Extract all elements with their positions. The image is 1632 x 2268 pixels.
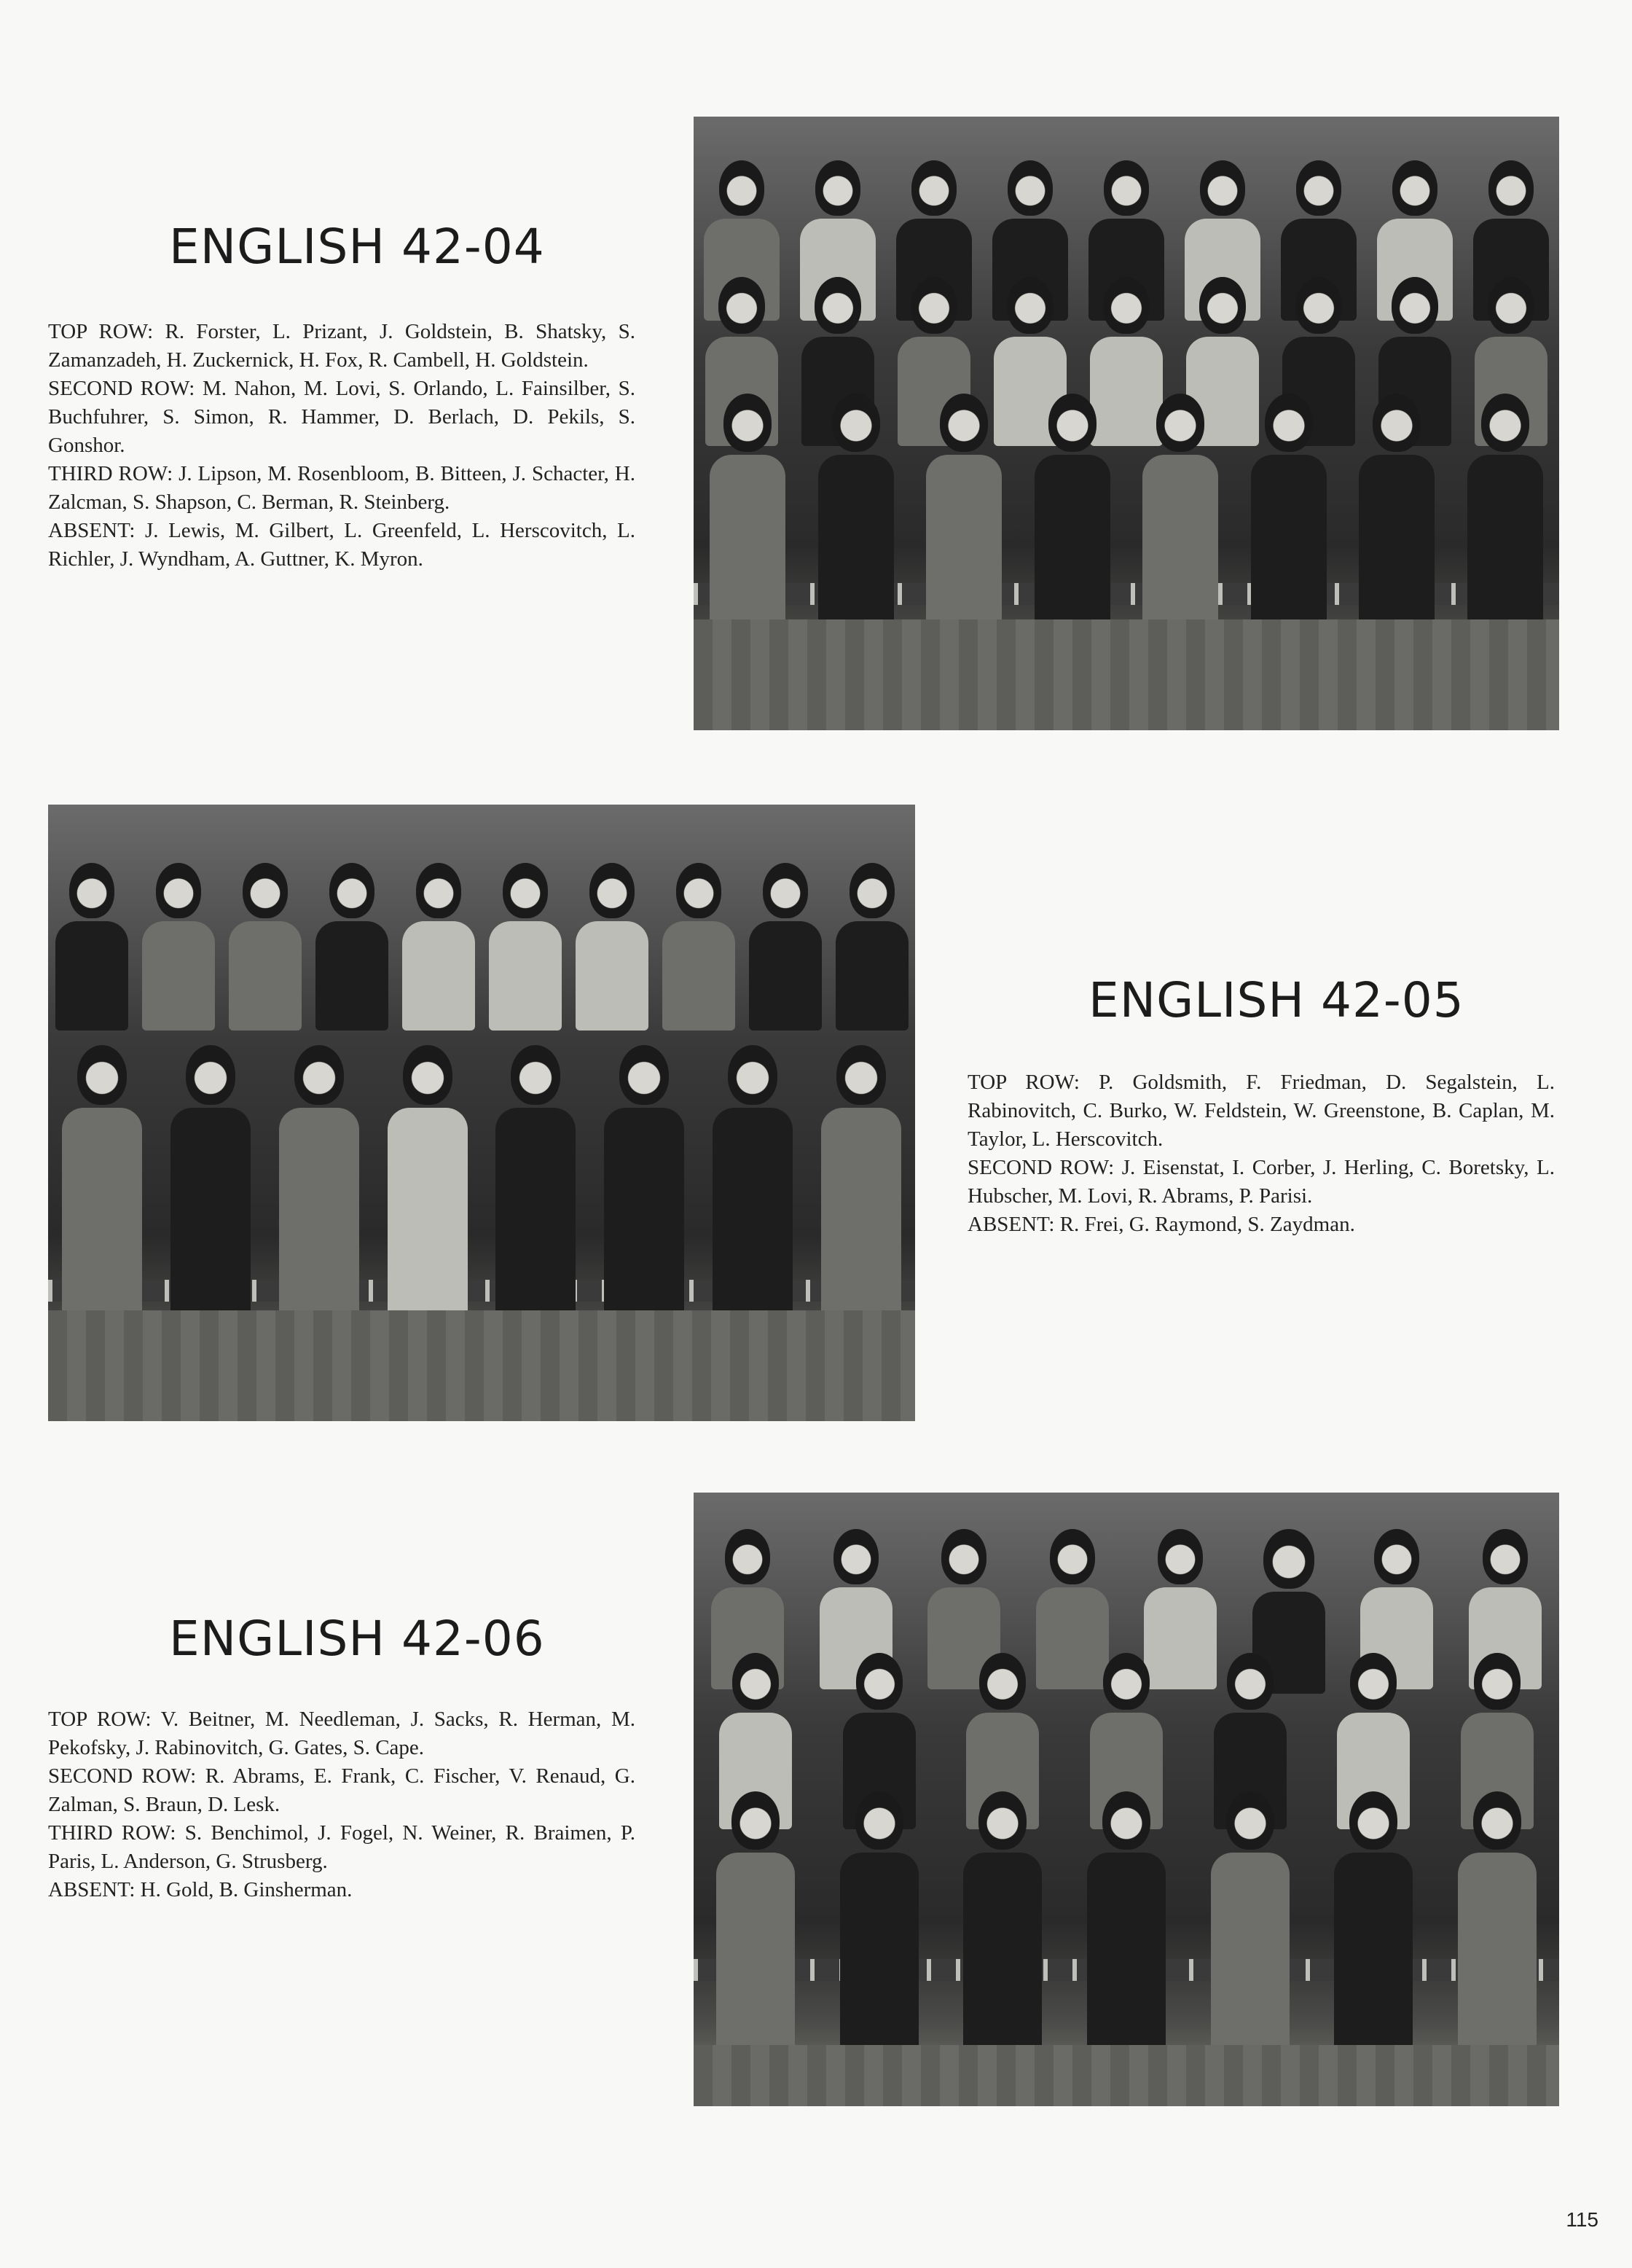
caption-top-row: TOP ROW: R. Forster, L. Prizant, J. Goldstein, B. Shatsky, S. Zamanzadeh, H. Zuckernick, H. Fox, R. Cambell, H. Goldstein. <box>48 320 635 372</box>
class-photo-42-04 <box>694 117 1559 730</box>
class-photo-42-06 <box>694 1493 1559 2106</box>
section-heading-42-04: ENGLISH 42-04 <box>169 219 545 275</box>
page-number: 115 <box>1566 2208 1598 2231</box>
caption-third-row: THIRD ROW: S. Benchimol, J. Fogel, N. Weiner, R. Braimen, P. Paris, L. Anderson, G. Strusberg. <box>48 1821 635 1873</box>
caption-42-04 <box>48 318 635 574</box>
caption-top-row: TOP ROW: P. Goldsmith, F. Friedman, D. Segalstein, L. Rabinovitch, C. Burko, W. Feldstein, W. Greenstone, B. Caplan, M. Taylor, L. Herscovitch. <box>968 1071 1555 1151</box>
caption-absent: ABSENT: J. Lewis, M. Gilbert, L. Greenfeld, L. Herscovitch, L. Richler, J. Wyndham, A. Guttner, K. Myron. <box>48 519 635 571</box>
caption-second-row: SECOND ROW: J. Eisenstat, I. Corber, J. Herling, C. Boretsky, L. Hubscher, M. Lovi, R. Abrams, P. Parisi. <box>968 1156 1555 1208</box>
section-heading-42-05: ENGLISH 42-05 <box>1088 972 1464 1028</box>
caption-second-row: SECOND ROW: M. Nahon, M. Lovi, S. Orlando, L. Fainsilber, S. Buchfuhrer, S. Simon, R. Hammer, D. Berlach, D. Pekils, S. Gonshor. <box>48 377 635 457</box>
caption-third-row: THIRD ROW: J. Lipson, M. Rosenbloom, B. Bitteen, J. Schacter, H. Zalcman, S. Shapson, C. Berman, R. Steinberg. <box>48 462 635 514</box>
section-heading-42-06: ENGLISH 42-06 <box>169 1611 545 1667</box>
caption-absent: ABSENT: H. Gold, B. Ginsherman. <box>48 1878 353 1901</box>
caption-second-row: SECOND ROW: R. Abrams, E. Frank, C. Fischer, V. Renaud, G. Zalman, S. Braun, D. Lesk. <box>48 1764 635 1816</box>
caption-42-06 <box>48 1705 635 1904</box>
caption-42-05 <box>968 1068 1555 1239</box>
caption-top-row: TOP ROW: V. Beitner, M. Needleman, J. Sacks, R. Herman, M. Pekofsky, J. Rabinovitch, G. Gates, S. Cape. <box>48 1708 635 1759</box>
class-photo-42-05 <box>48 805 915 1421</box>
caption-absent: ABSENT: R. Frei, G. Raymond, S. Zaydman. <box>968 1213 1355 1236</box>
